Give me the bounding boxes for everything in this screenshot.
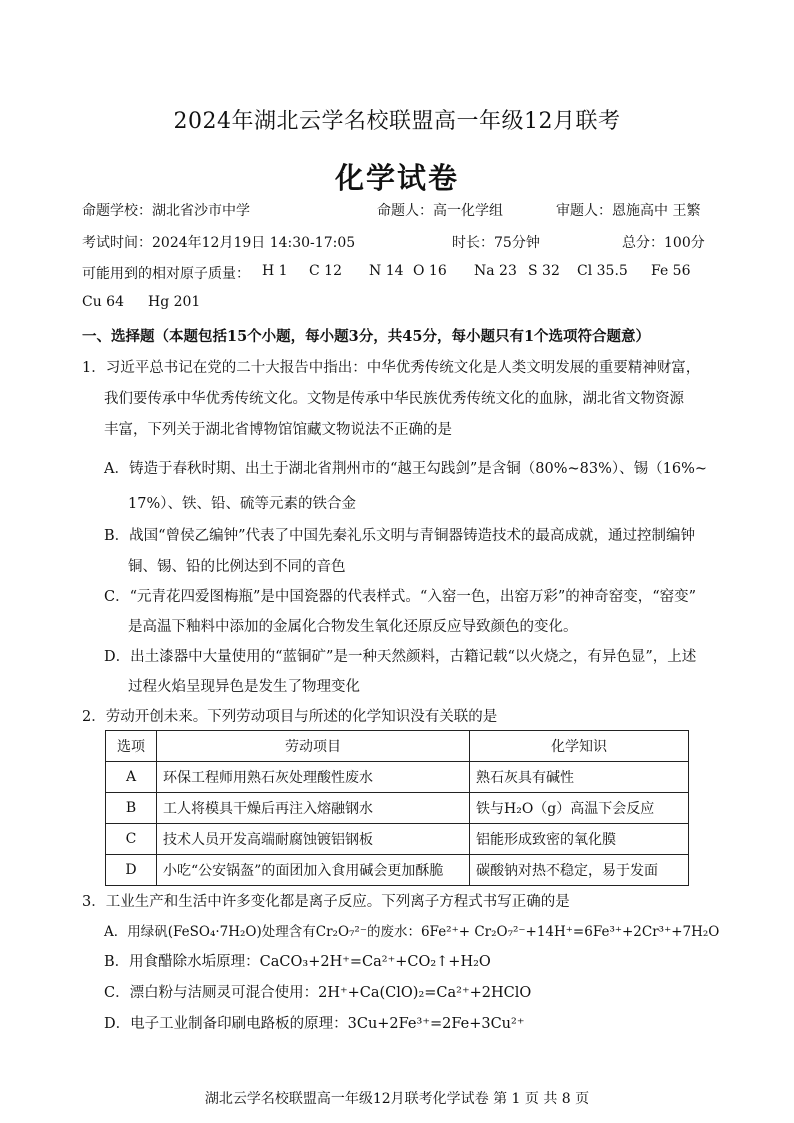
table-cell: 铁与H₂O（g）高温下会反应	[470, 793, 689, 824]
total-score: 总分：100分	[622, 235, 705, 251]
question-1-option-a-cont: 17%）、铁、铅、硫等元素的铁合金	[128, 496, 356, 512]
question-1-stem-line: 1．习近平总书记在党的二十大报告中指出：中华优秀传统文化是人类文明发展的重要精神财富，	[82, 360, 701, 376]
atomic-masses-label: 可能用到的相对原子质量：	[82, 266, 250, 282]
question-1-option-b-cont: 铜、锡、铅的比例达到不同的音色	[128, 559, 346, 575]
atomic-mass: Fe 56	[651, 263, 691, 279]
table-cell: 铝能形成致密的氧化膜	[470, 824, 689, 855]
atomic-mass: H 1	[262, 263, 288, 279]
atomic-mass: O 16	[413, 263, 447, 279]
section-heading: 一、选择题（本题包括15个小题，每小题3分，共45分，每小题只有1个选项符合题意）	[82, 328, 651, 345]
exam-time: 考试时间：2024年12月19日 14:30-17:05	[82, 235, 356, 251]
question-2-stem: 2．劳动开创未来。下列劳动项目与所述的化学知识没有关联的是	[82, 709, 498, 725]
question-3-stem: 3．工业生产和生活中许多变化都是离子反应。下列离子方程式书写正确的是	[82, 894, 570, 910]
question-3-option-b: B．用食醋除水垢原理：CaCO₃+2H⁺=Ca²⁺+CO₂↑+H₂O	[104, 954, 491, 970]
setter: 命题人：高一化学组	[377, 203, 503, 219]
table-cell: A	[106, 762, 157, 793]
table-cell: 熟石灰具有碱性	[470, 762, 689, 793]
question-1-option-b: B．战国“曾侯乙编钟”代表了中国先秦礼乐文明与青铜器铸造技术的最高成就，通过控制编钟	[104, 528, 695, 544]
table-cell: 环保工程师用熟石灰处理酸性废水	[157, 762, 470, 793]
setter-school: 命题学校：湖北省沙市中学	[82, 203, 250, 219]
exam-title: 2024年湖北云学名校联盟高一年级12月联考	[173, 109, 621, 134]
page-footer: 湖北云学名校联盟高一年级12月联考化学试卷 第 1 页 共 8 页	[204, 1091, 590, 1107]
table-cell: 技术人员开发高端耐腐蚀镀铝钢板	[157, 824, 470, 855]
atomic-mass: Na 23	[474, 263, 517, 279]
question-3-option-d: D．电子工业制备印刷电路板的原理：3Cu+2Fe³⁺=2Fe+3Cu²⁺	[104, 1016, 525, 1032]
reviewer: 审题人：恩施高中 王繁	[556, 203, 701, 219]
atomic-mass: Cl 35.5	[577, 263, 628, 279]
question-1-stem-line: 丰富，下列关于湖北省博物馆馆藏文物说法不正确的是	[104, 422, 452, 438]
question-1-option-c-cont: 是高温下釉料中添加的金属化合物发生氧化还原反应导致颜色的变化。	[128, 619, 578, 635]
question-3-option-a: A．用绿矾(FeSO₄·7H₂O)处理含有Cr₂O₇²⁻的废水：6Fe²⁺+ Cr₂O₇²⁻+14H⁺=6Fe³⁺+2Cr³⁺+7H₂O	[104, 924, 720, 940]
table-row	[106, 855, 689, 886]
table-cell: 工人将模具干燥后再注入熔融钢水	[157, 793, 470, 824]
question-1-option-a: A．铸造于春秋时期、出土于湖北省荆州市的“越王勾践剑”是含铜（80%~83%）、锡（16%~	[104, 461, 708, 477]
subject-title: 化学试卷	[334, 161, 459, 195]
question-1-option-d: D．出土漆器中大量使用的“蓝铜矿”是一种天然颜料，古籍记载“以火烧之，有异色显”，上述	[104, 649, 697, 665]
question-1-option-d-cont: 过程火焰呈现异色是发生了物理变化	[128, 679, 360, 695]
atomic-mass: S 32	[528, 263, 560, 279]
table-cell: 小吃“公安锅盔”的面团加入食用碱会更加酥脆	[157, 855, 470, 886]
table-header-row	[106, 731, 689, 762]
question-2-table	[105, 730, 689, 886]
table-cell: 碳酸钠对热不稳定，易于发面	[470, 855, 689, 886]
atomic-mass: N 14	[369, 263, 404, 279]
question-3-option-c: C．漂白粉与洁厕灵可混合使用：2H⁺+Ca(ClO)₂=Ca²⁺+2HClO	[104, 985, 532, 1001]
table-row	[106, 762, 689, 793]
table-cell: B	[106, 793, 157, 824]
atomic-mass: C 12	[309, 263, 342, 279]
table-header: 劳动项目	[157, 731, 470, 762]
table-row	[106, 824, 689, 855]
question-1-stem-line: 我们要传承中华优秀传统文化。文物是传承中华民族优秀传统文化的血脉，湖北省文物资源	[104, 391, 684, 407]
table-row	[106, 793, 689, 824]
table-cell: C	[106, 824, 157, 855]
atomic-mass: Cu 64	[82, 294, 124, 310]
atomic-mass: Hg 201	[148, 294, 201, 310]
question-1-option-c: C．“元青花四爱图梅瓶”是中国瓷器的代表样式。“入窑一色，出窑万彩”的神奇窑变，“窑变”	[104, 589, 697, 605]
table-header: 化学知识	[470, 731, 689, 762]
table-header: 选项	[106, 731, 157, 762]
table-cell: D	[106, 855, 157, 886]
duration: 时长：75分钟	[452, 235, 540, 251]
